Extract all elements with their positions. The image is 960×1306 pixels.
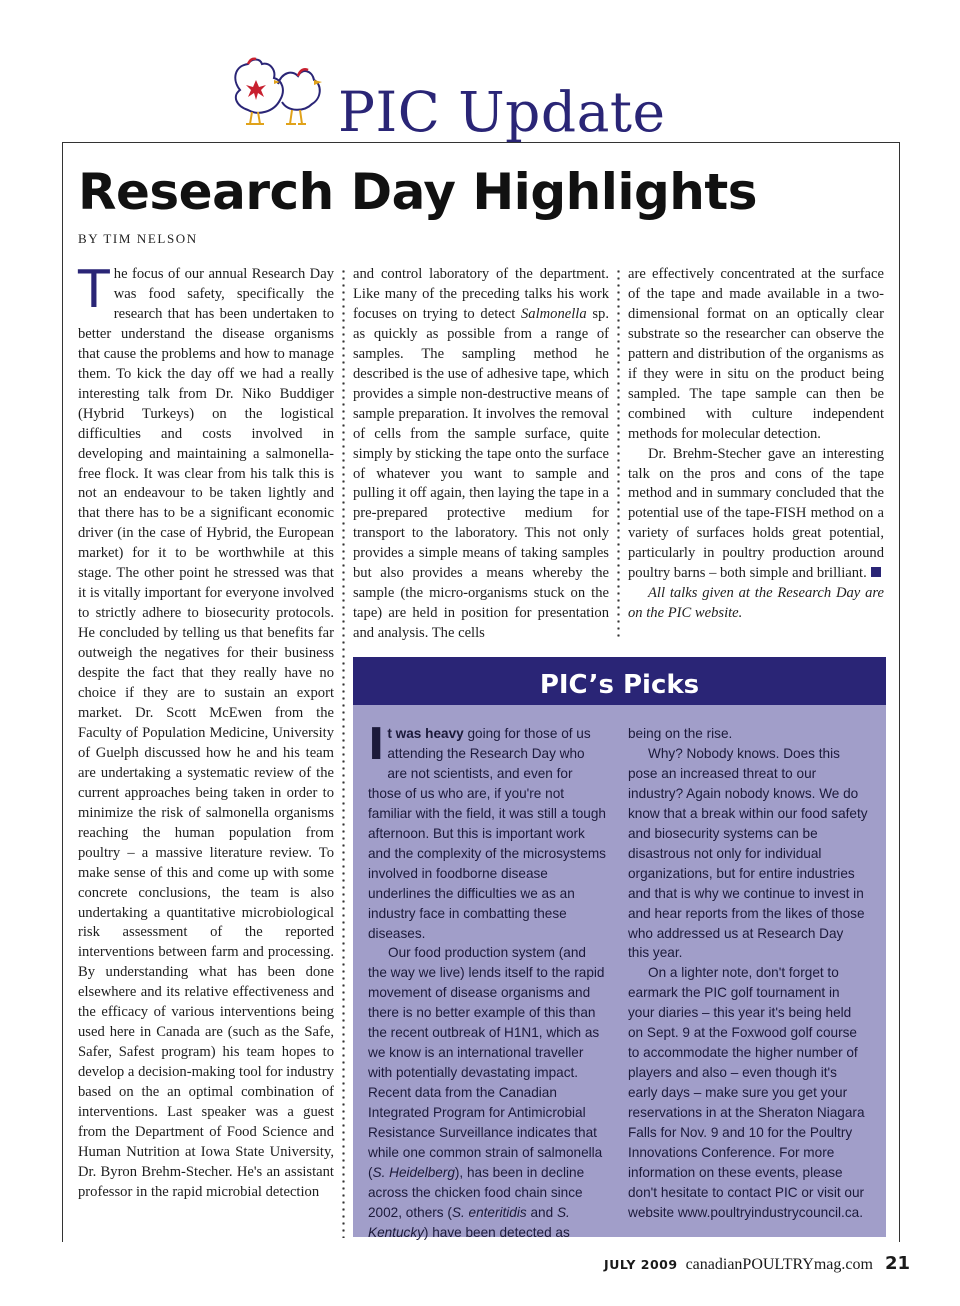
column-divider	[617, 268, 620, 638]
article-column-1	[78, 260, 334, 1203]
section-title: PIC Update	[338, 80, 666, 144]
pics-picks-title: PIC’s Picks	[539, 670, 700, 700]
issue-date: JULY 2009	[604, 1257, 678, 1272]
picks-text: ) have been detected as	[423, 1224, 570, 1240]
picks-column-1	[368, 719, 608, 1243]
picks-italic-term: S. Kentucky	[368, 1204, 570, 1240]
chicken-logo-icon	[222, 50, 326, 134]
page-footer	[604, 1252, 910, 1277]
column-divider	[342, 268, 345, 1238]
picks-text: going for those of us attending the Research Day who are not scientists, and even for those of us who are, if you're not familiar with the field, it was still a tough afternoon. But this is important work and the complexity of the microsystems involved in foodborne disease underlines the difficulties we as an industry face in combatting these diseases.	[368, 726, 606, 941]
article-paragraph	[78, 260, 334, 1203]
article-headline: Research Day Highlights	[78, 163, 758, 221]
article-text: sp. as quickly as possible from a range of samples. The sampling method he described is the use of adhesive tape, which provides a simple non-destructive means of sample preparation. It involves the removal of cells from the sample surface, quite simply by sticking the tape onto the surface of whatever you want to sample and pulling it off again, then laying the tape in a pre-prepared protective medium for transport to the laboratory. This not only provides a simple means of taking samples but also provides a means whereby the sample (the micro-organisms stuck on the tape) are held in position for presentation and analysis. The cells	[353, 305, 609, 642]
picks-paragraph: Why? Nobody knows. Does this pose an increased threat to our industry? Again nobody knows. We do know that a break within our food safety and biosecurity systems can be disastrous not only for individual organizations, but for entire industries and that is why we continue to invest in and hear reports from the likes of those who addressed us at Research Day this year.	[628, 745, 868, 961]
picks-lead-in: t was heavy	[387, 726, 464, 741]
article-text: and control laboratory of the department. Like many of the preceding talks his work focuses on trying to detect	[353, 266, 609, 322]
byline: BY TIM NELSON	[78, 231, 198, 246]
article-column-3	[628, 265, 884, 624]
picks-text: Our food production system (and the way we live) lends itself to the rapid movement of disease organisms and there is no better example of this than the recent outbreak of H1N1, which as we know is an international traveller with potentially devastating impact. Recent data from the Canadian Integrated Program for Antimicrobial Resistance Surveillance indicates that while one common strain of salmonella (	[368, 945, 605, 1180]
article-italic-term: Salmonella	[520, 305, 587, 322]
end-mark-icon	[871, 567, 881, 577]
article-column-2	[353, 265, 609, 644]
magazine-website: canadianPOULTRYmag.com	[685, 1256, 873, 1273]
picks-paragraph	[368, 943, 608, 1242]
picks-italic-term: S. Heidelberg	[372, 1164, 455, 1180]
picks-text: and	[526, 1204, 557, 1220]
article-paragraph	[628, 445, 884, 585]
article-text: he focus of our annual Research Day was food safety, specifically the research that has been undertaken to better understand the disease organisms that cause the problems and how to manage them. To kick the day off we had a really interesting talk from Dr. Niko Buddiger (Hybrid Turkeys) on the logistical difficulties and costs involved in developing and maintaining a salmonella-free flock. It was clear from his talk this is not an endeavour to be taken lightly and that there has to be a significant economic driver (in the case of Hybrid, the European market) for it to be worthwhile at this stage. The other point he stressed was that it is vitally important for everyone involved to strictly adhere to biosecurity protocols. He concluded by telling us that benefits far outweigh the negatives for their business despite the fact that they really have no choice if they are to sustain an export market. Dr. Scott McEwen from the Faculty of Population Medicine, University of Guelph discussed how he and his team are undertaking a systematic review of the current approaches being taken in order to minimize the risk of salmonella organisms reaching the human population from poultry – a massive literature review. To make sense of this and come up with some concrete conclusions, the team is also undertaking a quantitative microbiological risk assessment of the reported interventions between farm and processing. By understanding what has been done elsewhere and its relative effectiveness and the efficacy of various interventions being used here in Canada are (such as the Safe, Safer, Safest program) his team hopes to develop a decision-making tool for industry based on the an optimal combination of interventions. Last speaker was a guest from the Department of Food Science and Human Nutrition at Iowa State University, Dr. Byron Brehm-Stecher. He's an assistant professor in the rapid microbial detection	[78, 266, 334, 1200]
masthead	[222, 50, 666, 144]
picks-paragraph	[368, 719, 608, 943]
page-number: 21	[884, 1253, 910, 1274]
picks-paragraph: On a lighter note, don't forget to earmark the PIC golf tournament in your diaries – this year it's being held on Sept. 9 at the Foxwood golf course to accommodate the higher number of players and also – even though it's early days – make sure you get your reservations in at the Sheraton Niagara Falls for Nov. 9 and 10 for the Poultry Innovations Conference. For more information on these events, please don't hesitate to contact PIC or visit our website www.poultryindustrycouncil.ca.	[628, 965, 865, 1220]
article-paragraph: are effectively concentrated at the surface of the tape and made available in a two-dimensional format on an optically clear substrate so the researcher can observe the pattern and distribution of the organisms as if they were in situ on the product being sampled. The tape sample can then be combined with culture independent methods for molecular detection.	[628, 266, 884, 442]
picks-paragraph: being on the rise.	[628, 726, 733, 741]
drop-cap: T	[78, 260, 110, 320]
picks-text: ), has been in decline across the chicken food chain since 2002, others (	[368, 1164, 585, 1220]
article-note: All talks given at the Research Day are on the PIC website.	[628, 585, 884, 622]
picks-italic-term: S. enteritidis	[451, 1204, 527, 1220]
article-text: Dr. Brehm-Stecher gave an interesting talk on the pros and cons of the tape method and in summary concluded that the potential use of the tape-FISH method on a variety of surfaces holds great potential, particularly in poultry production around poultry barns – both simple and brilliant.	[628, 445, 884, 582]
pics-picks-header	[353, 657, 886, 705]
article-paragraph	[353, 265, 609, 644]
picks-drop-cap: I	[368, 719, 385, 770]
picks-column-2	[628, 724, 868, 1223]
pics-picks-box	[353, 657, 886, 1240]
